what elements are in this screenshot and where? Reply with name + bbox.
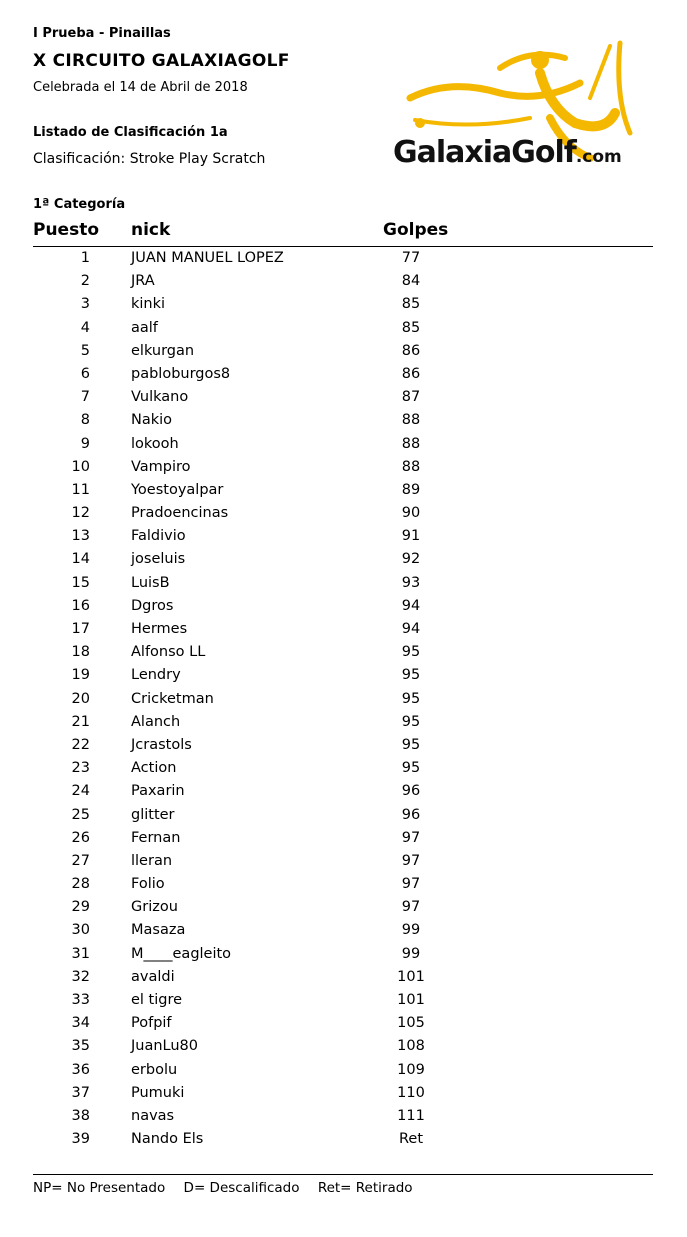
position-cell: 29 bbox=[71, 899, 90, 916]
table-row bbox=[33, 1106, 653, 1129]
category-title: 1ª Categoría bbox=[33, 197, 126, 212]
table-row bbox=[33, 781, 653, 804]
position-cell: 6 bbox=[80, 365, 90, 382]
strokes-cell: 95 bbox=[401, 667, 421, 684]
nick-cell: Fernan bbox=[131, 829, 181, 846]
position-cell: 7 bbox=[80, 389, 90, 406]
strokes-cell: 86 bbox=[401, 342, 421, 359]
nick-cell: Dgros bbox=[131, 597, 174, 614]
strokes-cell: 99 bbox=[401, 922, 421, 939]
table-row bbox=[33, 248, 653, 271]
strokes-cell: 94 bbox=[401, 621, 421, 637]
strokes-cell: 87 bbox=[401, 389, 421, 406]
strokes-cell: 99 bbox=[401, 945, 421, 962]
nick-cell: joseluis bbox=[131, 551, 186, 568]
position-cell: 25 bbox=[71, 806, 90, 823]
strokes-cell: 96 bbox=[401, 806, 421, 823]
position-cell: 22 bbox=[71, 736, 90, 753]
position-cell: 24 bbox=[71, 783, 90, 800]
event-title: I Prueba - Pinaillas bbox=[33, 26, 171, 41]
strokes-cell: 88 bbox=[401, 458, 421, 475]
legend-np: NP= No Presentado bbox=[33, 1180, 166, 1196]
nick-cell: Pradoencinas bbox=[131, 505, 229, 522]
table-row bbox=[33, 549, 653, 572]
position-cell: 14 bbox=[71, 551, 90, 568]
position-cell: 23 bbox=[71, 760, 90, 777]
table-row bbox=[33, 967, 653, 990]
strokes-cell: 95 bbox=[401, 713, 421, 730]
nick-cell: navas bbox=[131, 1107, 175, 1124]
position-cell: 32 bbox=[71, 968, 90, 985]
position-cell: 3 bbox=[80, 296, 90, 313]
table-row bbox=[33, 665, 653, 688]
legend-ret: Ret= Retirado bbox=[317, 1180, 413, 1196]
position-cell: 15 bbox=[71, 574, 90, 591]
strokes-cell: 95 bbox=[401, 760, 421, 777]
strokes-cell: 85 bbox=[401, 319, 421, 336]
table-row bbox=[33, 503, 653, 526]
nick-cell: M____eagleito bbox=[131, 945, 232, 962]
nick-cell: glitter bbox=[131, 806, 175, 823]
brand-logo-text: GalaxiaGolf.com bbox=[393, 135, 622, 170]
strokes-cell: 101 bbox=[397, 992, 425, 1008]
nick-cell: Nakio bbox=[131, 412, 173, 429]
position-cell: 26 bbox=[71, 829, 90, 846]
footer-divider bbox=[33, 1174, 653, 1175]
nick-cell: erbolu bbox=[131, 1061, 178, 1078]
nick-cell: Faldivio bbox=[131, 528, 186, 545]
table-row bbox=[33, 1060, 653, 1083]
strokes-cell: 111 bbox=[397, 1107, 425, 1124]
position-cell: 10 bbox=[71, 458, 90, 475]
nick-cell: Folio bbox=[131, 876, 165, 893]
nick-cell: Pumuki bbox=[131, 1084, 185, 1101]
table-row bbox=[33, 828, 653, 851]
strokes-cell: 108 bbox=[397, 1038, 425, 1055]
table-row bbox=[33, 1036, 653, 1059]
strokes-cell: 95 bbox=[401, 644, 421, 661]
nick-cell: JRA bbox=[131, 273, 155, 290]
strokes-cell: 101 bbox=[397, 968, 425, 985]
table-row bbox=[33, 596, 653, 619]
strokes-cell: 97 bbox=[401, 829, 421, 846]
legend-footer bbox=[33, 1180, 427, 1196]
position-cell: 33 bbox=[71, 992, 90, 1008]
nick-cell: lleran bbox=[131, 852, 173, 869]
position-cell: 16 bbox=[71, 597, 90, 614]
nick-cell: avaldi bbox=[131, 968, 175, 985]
position-cell: 8 bbox=[80, 412, 90, 429]
table-row bbox=[33, 851, 653, 874]
column-header-golpes: Golpes bbox=[383, 220, 449, 240]
strokes-cell: 97 bbox=[401, 876, 421, 893]
table-row bbox=[33, 526, 653, 549]
table-row bbox=[33, 434, 653, 457]
position-cell: 36 bbox=[71, 1061, 90, 1078]
nick-cell: lokooh bbox=[131, 435, 179, 452]
strokes-cell: 85 bbox=[401, 296, 421, 313]
strokes-cell: 109 bbox=[397, 1061, 425, 1078]
nick-cell: Hermes bbox=[131, 621, 188, 637]
nick-cell: aalf bbox=[131, 319, 158, 336]
position-cell: 19 bbox=[71, 667, 90, 684]
strokes-cell: 88 bbox=[401, 412, 421, 429]
table-row bbox=[33, 294, 653, 317]
position-cell: 34 bbox=[71, 1015, 90, 1032]
table-row bbox=[33, 1013, 653, 1036]
strokes-cell: 94 bbox=[401, 597, 421, 614]
nick-cell: LuisB bbox=[131, 574, 170, 591]
strokes-cell: 96 bbox=[401, 783, 421, 800]
table-row bbox=[33, 642, 653, 665]
event-date: Celebrada el 14 de Abril de 2018 bbox=[33, 80, 248, 95]
nick-cell: Vulkano bbox=[131, 389, 189, 406]
table-row bbox=[33, 712, 653, 735]
strokes-cell: 105 bbox=[397, 1015, 425, 1032]
strokes-cell: 91 bbox=[401, 528, 421, 545]
nick-cell: Alfonso LL bbox=[131, 644, 206, 661]
nick-cell: Jcrastols bbox=[131, 736, 192, 753]
nick-cell: Alanch bbox=[131, 713, 181, 730]
position-cell: 38 bbox=[71, 1107, 90, 1124]
strokes-cell: 90 bbox=[401, 505, 421, 522]
strokes-cell: 110 bbox=[397, 1084, 425, 1101]
legend-d: D= Descalificado bbox=[183, 1180, 300, 1196]
nick-cell: elkurgan bbox=[131, 342, 195, 359]
table-row bbox=[33, 920, 653, 943]
position-cell: 11 bbox=[71, 481, 90, 498]
nick-cell: el tigre bbox=[131, 992, 183, 1008]
strokes-cell: 95 bbox=[401, 690, 421, 707]
position-cell: 13 bbox=[71, 528, 90, 545]
table-header bbox=[33, 220, 653, 247]
table-row bbox=[33, 758, 653, 781]
strokes-cell: 97 bbox=[401, 852, 421, 869]
position-cell: 9 bbox=[80, 435, 90, 452]
classification-type: Clasificación: Stroke Play Scratch bbox=[33, 151, 266, 167]
table-row bbox=[33, 1129, 653, 1152]
position-cell: 39 bbox=[71, 1131, 90, 1148]
strokes-cell: Ret bbox=[398, 1131, 424, 1148]
listing-title: Listado de Clasificación 1a bbox=[33, 125, 228, 140]
table-row bbox=[33, 735, 653, 758]
nick-cell: Pofpif bbox=[131, 1015, 172, 1032]
table-row bbox=[33, 689, 653, 712]
nick-cell: kinki bbox=[131, 296, 166, 313]
position-cell: 20 bbox=[71, 690, 90, 707]
results-table bbox=[33, 248, 653, 1152]
table-row bbox=[33, 318, 653, 341]
position-cell: 21 bbox=[71, 713, 90, 730]
circuit-title: X CIRCUITO GALAXIAGOLF bbox=[33, 51, 290, 71]
position-cell: 4 bbox=[80, 319, 90, 336]
table-row bbox=[33, 364, 653, 387]
nick-cell: Paxarin bbox=[131, 783, 185, 800]
position-cell: 31 bbox=[71, 945, 90, 962]
nick-cell: Masaza bbox=[131, 922, 186, 939]
table-row bbox=[33, 990, 653, 1013]
strokes-cell: 97 bbox=[401, 899, 421, 916]
table-row bbox=[33, 944, 653, 967]
position-cell: 1 bbox=[80, 250, 90, 266]
strokes-cell: 89 bbox=[401, 481, 421, 498]
nick-cell: Yoestoyalpar bbox=[131, 481, 224, 498]
nick-cell: pabloburgos8 bbox=[131, 365, 231, 382]
position-cell: 35 bbox=[71, 1038, 90, 1055]
nick-cell: Action bbox=[131, 760, 177, 777]
nick-cell: JUAN MANUEL LOPEZ bbox=[131, 250, 284, 266]
table-row bbox=[33, 874, 653, 897]
position-cell: 12 bbox=[71, 505, 90, 522]
position-cell: 27 bbox=[71, 852, 90, 869]
strokes-cell: 95 bbox=[401, 736, 421, 753]
position-cell: 2 bbox=[80, 273, 90, 290]
nick-cell: Cricketman bbox=[131, 690, 214, 707]
nick-cell: Vampiro bbox=[131, 458, 191, 475]
column-header-puesto: Puesto bbox=[33, 220, 100, 240]
nick-cell: Nando Els bbox=[131, 1131, 204, 1148]
table-row bbox=[33, 387, 653, 410]
strokes-cell: 92 bbox=[401, 551, 421, 568]
strokes-cell: 77 bbox=[401, 250, 421, 266]
position-cell: 17 bbox=[71, 621, 90, 637]
table-row bbox=[33, 480, 653, 503]
nick-cell: Grizou bbox=[131, 899, 178, 916]
position-cell: 18 bbox=[71, 644, 90, 661]
nick-cell: JuanLu80 bbox=[131, 1038, 199, 1055]
position-cell: 5 bbox=[80, 342, 90, 359]
position-cell: 28 bbox=[71, 876, 90, 893]
table-row bbox=[33, 410, 653, 433]
nick-cell: Lendry bbox=[131, 667, 181, 684]
strokes-cell: 88 bbox=[401, 435, 421, 452]
table-row bbox=[33, 271, 653, 294]
position-cell: 30 bbox=[71, 922, 90, 939]
table-row bbox=[33, 457, 653, 480]
table-row bbox=[33, 573, 653, 596]
table-row bbox=[33, 805, 653, 828]
strokes-cell: 86 bbox=[401, 365, 421, 382]
column-header-nick: nick bbox=[131, 220, 171, 240]
strokes-cell: 84 bbox=[401, 273, 421, 290]
position-cell: 37 bbox=[71, 1084, 90, 1101]
table-row bbox=[33, 341, 653, 364]
table-row bbox=[33, 1083, 653, 1106]
table-row bbox=[33, 619, 653, 642]
strokes-cell: 93 bbox=[401, 574, 421, 591]
table-row bbox=[33, 897, 653, 920]
